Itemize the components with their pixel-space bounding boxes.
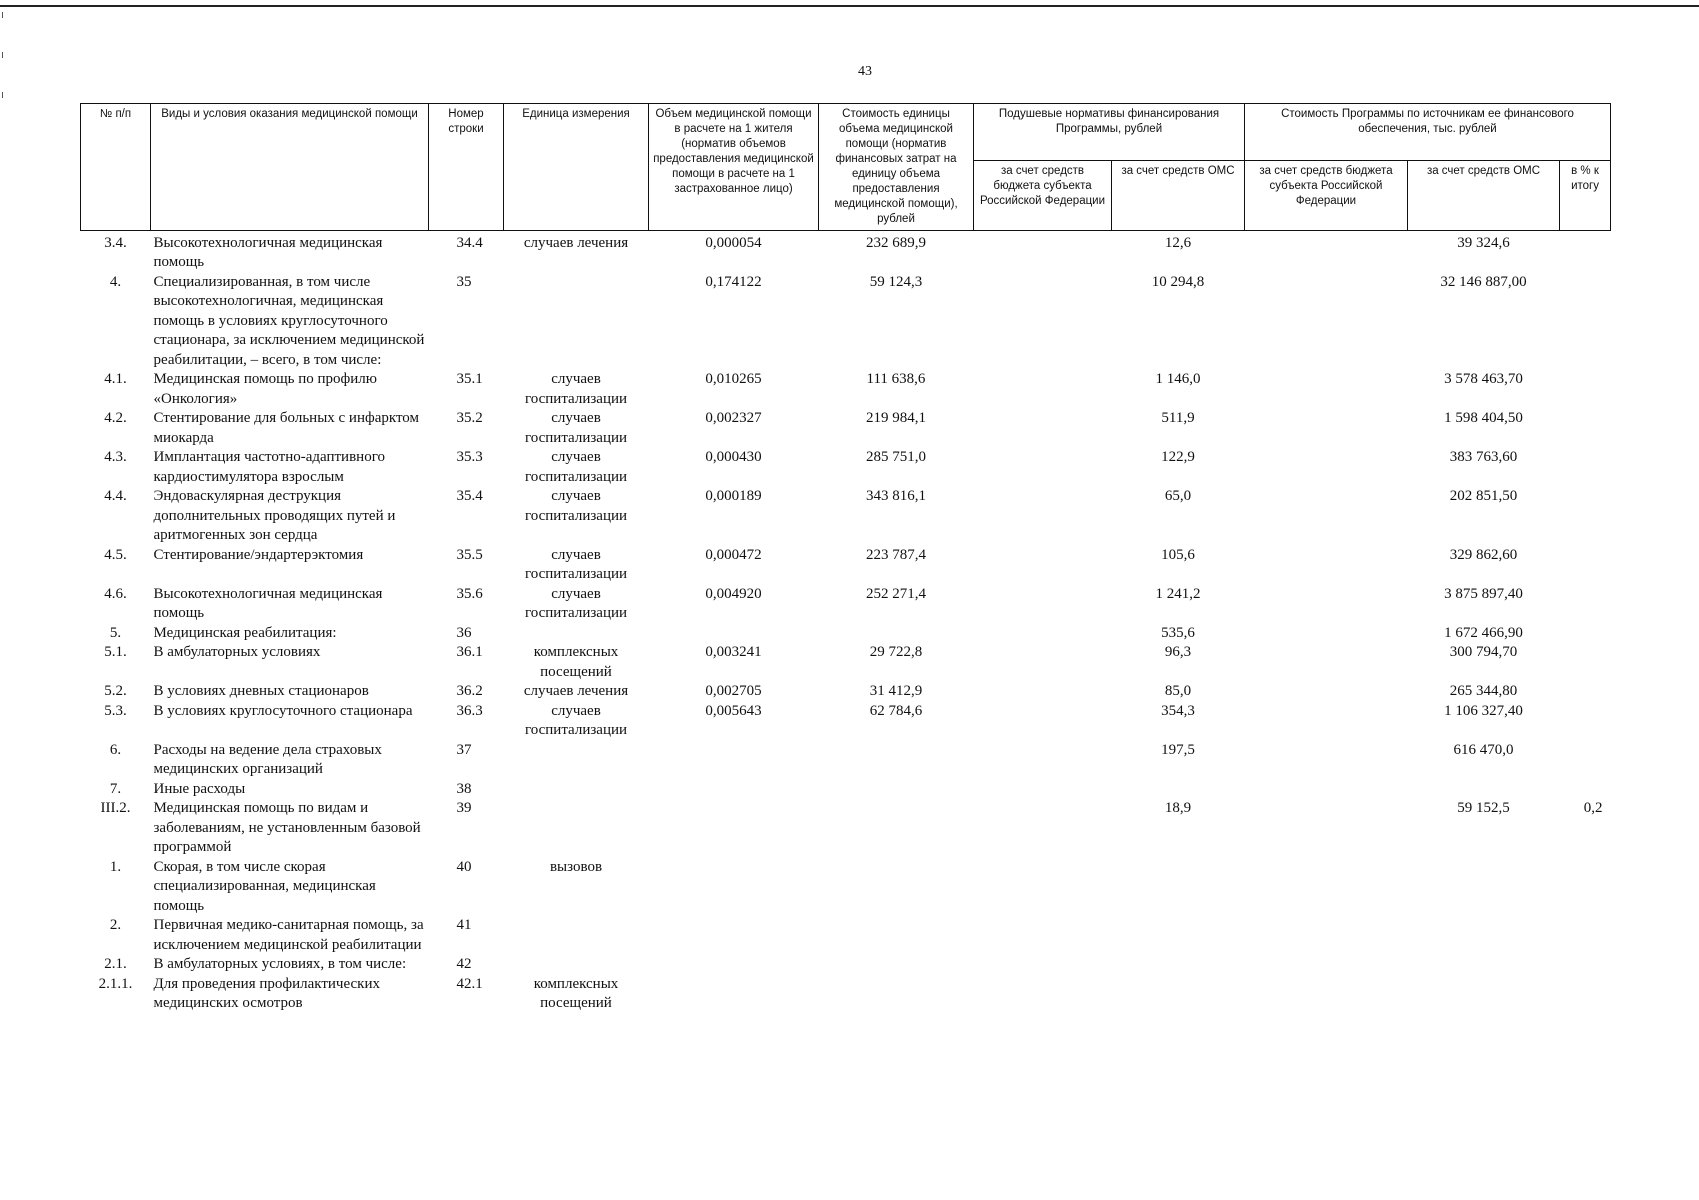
- row-line: 35.5: [456, 546, 483, 563]
- row-pct: [1560, 370, 1611, 409]
- row-volume: [649, 799, 819, 858]
- row-pr-oms: 300 794,70: [1449, 644, 1518, 660]
- table-row: [81, 230, 1611, 273]
- row-pr-budget: [1245, 273, 1408, 371]
- row-pr-budget: [1245, 975, 1408, 1014]
- row-pc-oms: [1112, 955, 1245, 975]
- row-volume: [649, 916, 819, 955]
- row-unit: [504, 624, 649, 644]
- row-kind: Стентирование/эндартерэктомия: [153, 546, 364, 563]
- row-cost: 343 816,1: [866, 488, 926, 504]
- row-pr-budget: [1245, 741, 1408, 780]
- row-pc-oms: [1112, 780, 1245, 800]
- row-kind: Высокотехнологичная медицинская помощь: [153, 585, 383, 621]
- header-per-capita-group: Подушевые нормативы финансирования Программы, рублей: [974, 104, 1245, 161]
- row-cost: 31 412,9: [869, 683, 923, 699]
- header-sub-budget: за счет средств бюджета субъекта Российской Федерации: [974, 161, 1112, 231]
- row-pc-budget: [974, 370, 1112, 409]
- table-row: [81, 448, 1611, 487]
- header-sub-oms: за счет средств ОМС: [1112, 161, 1245, 231]
- row-pc-oms: 96,3: [1164, 644, 1192, 660]
- row-pr-oms: 32 146 887,00: [1440, 273, 1527, 290]
- row-unit: случаев госпитализации: [524, 702, 628, 738]
- row-pr-budget: [1245, 955, 1408, 975]
- row-pr-oms: 3 875 897,40: [1444, 585, 1523, 602]
- row-pc-budget: [974, 858, 1112, 917]
- row-pct: [1560, 916, 1611, 955]
- row-pct: [1560, 780, 1611, 800]
- row-pct: [1560, 546, 1611, 585]
- row-pc-budget: [974, 916, 1112, 955]
- row-unit: комплексных посещений: [533, 644, 619, 680]
- row-pr-budget: [1245, 487, 1408, 546]
- row-cost: [819, 858, 974, 917]
- row-kind: В амбулаторных условиях, в том числе:: [153, 956, 407, 972]
- row-cost: [819, 780, 974, 800]
- row-kind: Имплантация частотно-адаптивного кардиостимулятора взрослым: [153, 449, 385, 485]
- row-cost: 62 784,6: [869, 702, 923, 719]
- table-row: [81, 409, 1611, 448]
- row-kind: Медицинская реабилитация:: [153, 624, 337, 641]
- row-pct: [1560, 585, 1611, 624]
- row-unit: случаев госпитализации: [524, 410, 628, 446]
- row-pc-oms: 65,0: [1164, 488, 1192, 504]
- row-unit: случаев лечения: [523, 234, 629, 251]
- row-pc-budget: [974, 682, 1112, 702]
- row-cost: 252 271,4: [866, 585, 926, 602]
- row-kind: Высокотехнологичная медицинская помощь: [153, 234, 383, 270]
- row-line: 36: [456, 624, 472, 641]
- row-pct: [1560, 624, 1611, 644]
- row-pr-oms: [1408, 955, 1560, 975]
- row-line: 38: [456, 780, 472, 797]
- row-pr-budget: [1245, 409, 1408, 448]
- row-volume: 0,000189: [705, 488, 762, 504]
- row-cost: 111 638,6: [866, 371, 926, 387]
- row-number: 5.3.: [104, 702, 127, 719]
- row-pct: [1560, 975, 1611, 1014]
- row-line: 41: [456, 917, 472, 933]
- row-number: 5.1.: [104, 644, 127, 660]
- row-pc-oms: [1112, 975, 1245, 1014]
- row-pr-oms: 59 152,5: [1457, 800, 1510, 816]
- row-line: 35.2: [456, 410, 483, 426]
- row-pc-oms: 1 146,0: [1155, 371, 1201, 387]
- row-number: 4.6.: [104, 585, 127, 602]
- row-number: 5.2.: [104, 683, 127, 699]
- header-sub-pct: в % к итогу: [1560, 161, 1611, 231]
- row-volume: 0,010265: [705, 371, 762, 387]
- row-line: 39: [456, 800, 472, 816]
- row-number: III.2.: [100, 800, 131, 816]
- row-number: 4.1.: [104, 371, 127, 387]
- row-kind: В условиях дневных стационаров: [153, 683, 369, 699]
- table-row: [81, 955, 1611, 975]
- row-unit: [504, 741, 649, 780]
- row-kind: Скорая, в том числе скорая специализированная, медицинская помощь: [153, 858, 376, 914]
- row-unit: случаев лечения: [523, 683, 629, 699]
- row-line: 34.4: [456, 234, 483, 251]
- row-volume: 0,002705: [705, 683, 762, 699]
- row-pct: [1560, 702, 1611, 741]
- row-pr-budget: [1245, 682, 1408, 702]
- header-cost: Стоимость единицы объема медицинской помощи (норматив финансовых затрат на единицу объема предоставления медицинской помощи), рублей: [819, 104, 974, 231]
- row-cost: [819, 799, 974, 858]
- row-volume: 0,004920: [705, 585, 762, 602]
- row-number: 1.: [109, 858, 122, 875]
- header-unit: Единица измерения: [504, 104, 649, 231]
- row-pc-budget: [974, 624, 1112, 644]
- row-volume: 0,000472: [705, 546, 762, 563]
- row-pc-budget: [974, 741, 1112, 780]
- row-kind: Иные расходы: [153, 780, 246, 797]
- row-pr-budget: [1245, 585, 1408, 624]
- row-cost: 219 984,1: [866, 410, 926, 426]
- header-kind: Виды и условия оказания медицинской помощи: [151, 104, 429, 231]
- row-pc-budget: [974, 702, 1112, 741]
- row-pct: [1560, 741, 1611, 780]
- row-pr-budget: [1245, 448, 1408, 487]
- table-row: [81, 643, 1611, 682]
- row-kind: Стентирование для больных с инфарктом миокарда: [153, 410, 420, 446]
- scan-edge-marks: [2, 12, 3, 132]
- row-cost: 285 751,0: [866, 449, 926, 465]
- row-unit: случаев госпитализации: [524, 449, 628, 485]
- row-unit: вызовов: [549, 858, 603, 875]
- row-pc-oms: 354,3: [1161, 702, 1195, 719]
- row-pct: [1560, 230, 1611, 273]
- row-volume: [649, 975, 819, 1014]
- table-row: [81, 370, 1611, 409]
- row-pr-budget: [1245, 230, 1408, 273]
- row-number: 7.: [109, 780, 122, 797]
- row-pct: 0,2: [1583, 800, 1603, 816]
- row-number: 2.1.1.: [98, 975, 133, 992]
- row-number: 3.4.: [104, 234, 127, 251]
- table-row: [81, 916, 1611, 955]
- row-pr-budget: [1245, 780, 1408, 800]
- table-row: [81, 799, 1611, 858]
- table-row: [81, 741, 1611, 780]
- row-number: 4.4.: [104, 488, 127, 504]
- row-pc-budget: [974, 487, 1112, 546]
- row-cost: 223 787,4: [866, 546, 926, 563]
- row-pct: [1560, 273, 1611, 371]
- row-pc-oms: 197,5: [1161, 741, 1195, 758]
- row-pr-oms: 202 851,50: [1449, 488, 1518, 504]
- row-cost: [819, 741, 974, 780]
- row-pc-budget: [974, 780, 1112, 800]
- row-pr-oms: 329 862,60: [1449, 546, 1518, 563]
- row-number: 2.1.: [104, 956, 127, 972]
- header-program-group: Стоимость Программы по источникам ее финансового обеспечения, тыс. рублей: [1245, 104, 1611, 161]
- row-pc-budget: [974, 585, 1112, 624]
- row-unit: [504, 955, 649, 975]
- row-line: 35.1: [456, 371, 483, 387]
- row-pc-oms: [1112, 858, 1245, 917]
- row-kind: Расходы на ведение дела страховых медицинских организаций: [153, 741, 382, 777]
- row-volume: 0,174122: [705, 273, 762, 290]
- table-body: [81, 230, 1611, 1014]
- row-volume: [649, 624, 819, 644]
- row-pct: [1560, 487, 1611, 546]
- row-line: 35.6: [456, 585, 483, 602]
- row-unit: [504, 273, 649, 371]
- row-pc-oms: 1 241,2: [1155, 585, 1201, 602]
- row-line: 35.3: [456, 449, 483, 465]
- row-pr-oms: 3 578 463,70: [1444, 371, 1523, 387]
- row-number: 4.: [109, 273, 122, 290]
- row-pr-oms: [1408, 975, 1560, 1014]
- row-line: 36.2: [456, 683, 483, 699]
- row-pct: [1560, 409, 1611, 448]
- row-number: 6.: [109, 741, 122, 758]
- table-row: [81, 273, 1611, 371]
- table-row: [81, 780, 1611, 800]
- row-volume: 0,000054: [705, 234, 762, 251]
- row-pc-budget: [974, 546, 1112, 585]
- row-volume: [649, 955, 819, 975]
- row-unit: случаев госпитализации: [524, 585, 628, 621]
- row-pc-budget: [974, 273, 1112, 371]
- row-line: 37: [456, 741, 472, 758]
- row-kind: Специализированная, в том числе высокотехнологичная, медицинская помощь в условиях круглосуточного стационара, за исключением медицинской реабилитации, – всего, в том числе:: [153, 273, 425, 368]
- row-kind: Медицинская помощь по профилю «Онкология»: [153, 371, 377, 407]
- page-top-rule: [0, 5, 1699, 7]
- row-cost: [819, 955, 974, 975]
- row-line: 36.1: [456, 644, 483, 660]
- page-number: 43: [858, 64, 872, 79]
- row-pc-budget: [974, 643, 1112, 682]
- row-pr-budget: [1245, 643, 1408, 682]
- row-volume: [649, 741, 819, 780]
- row-pr-budget: [1245, 858, 1408, 917]
- row-unit: комплексных посещений: [533, 975, 619, 1011]
- row-volume: [649, 780, 819, 800]
- row-pct: [1560, 955, 1611, 975]
- row-pc-budget: [974, 230, 1112, 273]
- table-row: [81, 975, 1611, 1014]
- row-unit: [504, 780, 649, 800]
- row-volume: 0,002327: [705, 410, 762, 426]
- row-pc-oms: 85,0: [1164, 683, 1192, 699]
- row-pc-oms: 18,9: [1164, 800, 1192, 816]
- row-pct: [1560, 643, 1611, 682]
- row-pc-budget: [974, 955, 1112, 975]
- row-line: 40: [456, 858, 472, 875]
- row-volume: [649, 858, 819, 917]
- row-pc-oms: [1112, 916, 1245, 955]
- row-kind: Для проведения профилактических медицинских осмотров: [153, 975, 380, 1011]
- row-number: 4.2.: [104, 410, 127, 426]
- row-pr-oms: 1 598 404,50: [1444, 410, 1523, 426]
- row-pr-oms: [1408, 858, 1560, 917]
- row-volume: 0,000430: [705, 449, 762, 465]
- row-kind: Эндоваскулярная деструкция дополнительных проводящих путей и аритмогенных зон сердца: [153, 488, 396, 543]
- row-pr-oms: [1408, 780, 1560, 800]
- row-pr-budget: [1245, 370, 1408, 409]
- header-volume: Объем медицинской помощи в расчете на 1 жителя (норматив объемов предоставления медицинской помощи в расчете на 1 застрахованное лицо): [649, 104, 819, 231]
- row-number: 2.: [109, 917, 122, 933]
- table-row: [81, 858, 1611, 917]
- row-volume: 0,003241: [705, 644, 762, 660]
- row-kind: Медицинская помощь по видам и заболеваниям, не установленным базовой программой: [153, 800, 421, 855]
- row-line: 35.4: [456, 488, 483, 504]
- row-pc-budget: [974, 409, 1112, 448]
- row-pct: [1560, 682, 1611, 702]
- header-sub-budget-rf: за счет средств бюджета субъекта Российской Федерации: [1245, 161, 1408, 231]
- row-pc-oms: 105,6: [1161, 546, 1195, 563]
- header-sub-oms-2: за счет средств ОМС: [1408, 161, 1560, 231]
- financing-table: [80, 103, 1611, 1014]
- row-line: 42.1: [456, 975, 483, 992]
- row-number: 4.5.: [104, 546, 127, 563]
- row-kind: В условиях круглосуточного стационара: [153, 702, 413, 719]
- row-pc-budget: [974, 975, 1112, 1014]
- header-num: № п/п: [81, 104, 151, 231]
- row-pc-oms: 12,6: [1164, 234, 1192, 251]
- row-pr-budget: [1245, 916, 1408, 955]
- table-row: [81, 682, 1611, 702]
- table-row: [81, 585, 1611, 624]
- table-row: [81, 702, 1611, 741]
- row-pc-oms: 511,9: [1161, 410, 1195, 426]
- table-header: [81, 104, 1611, 231]
- row-pr-oms: 383 763,60: [1449, 449, 1518, 465]
- row-pc-budget: [974, 799, 1112, 858]
- row-cost: 59 124,3: [869, 273, 923, 290]
- row-number: 5.: [109, 624, 122, 641]
- row-pc-oms: 535,6: [1161, 624, 1195, 641]
- table-row: [81, 487, 1611, 546]
- row-unit: случаев госпитализации: [524, 546, 628, 582]
- row-pct: [1560, 858, 1611, 917]
- row-pr-budget: [1245, 702, 1408, 741]
- row-pr-oms: [1408, 916, 1560, 955]
- table-row: [81, 624, 1611, 644]
- row-pr-budget: [1245, 546, 1408, 585]
- row-pr-oms: 616 470,0: [1453, 741, 1514, 758]
- row-cost: 232 689,9: [866, 234, 926, 251]
- row-pct: [1560, 448, 1611, 487]
- row-line: 36.3: [456, 702, 483, 719]
- row-unit: [504, 799, 649, 858]
- row-pr-oms: 1 672 466,90: [1444, 624, 1523, 641]
- header-line: Номер строки: [429, 104, 504, 231]
- row-pc-oms: 10 294,8: [1151, 273, 1205, 290]
- row-cost: [819, 916, 974, 955]
- row-pr-oms: 265 344,80: [1449, 683, 1518, 699]
- row-pc-budget: [974, 448, 1112, 487]
- row-cost: [819, 624, 974, 644]
- row-volume: 0,005643: [705, 702, 762, 719]
- row-line: 42: [456, 956, 472, 972]
- row-cost: [819, 975, 974, 1014]
- row-kind: В амбулаторных условиях: [153, 644, 321, 660]
- row-pr-oms: 39 324,6: [1457, 234, 1510, 251]
- row-line: 35: [456, 273, 472, 290]
- row-pc-oms: 122,9: [1161, 449, 1195, 465]
- row-unit: [504, 916, 649, 955]
- row-pr-budget: [1245, 624, 1408, 644]
- row-kind: Первичная медико-санитарная помощь, за исключением медицинской реабилитации: [153, 917, 424, 953]
- table-row: [81, 546, 1611, 585]
- row-unit: случаев госпитализации: [524, 488, 628, 524]
- row-unit: случаев госпитализации: [524, 371, 628, 407]
- row-pr-budget: [1245, 799, 1408, 858]
- row-pr-oms: 1 106 327,40: [1444, 702, 1523, 719]
- row-number: 4.3.: [104, 449, 127, 465]
- row-cost: 29 722,8: [869, 644, 923, 660]
